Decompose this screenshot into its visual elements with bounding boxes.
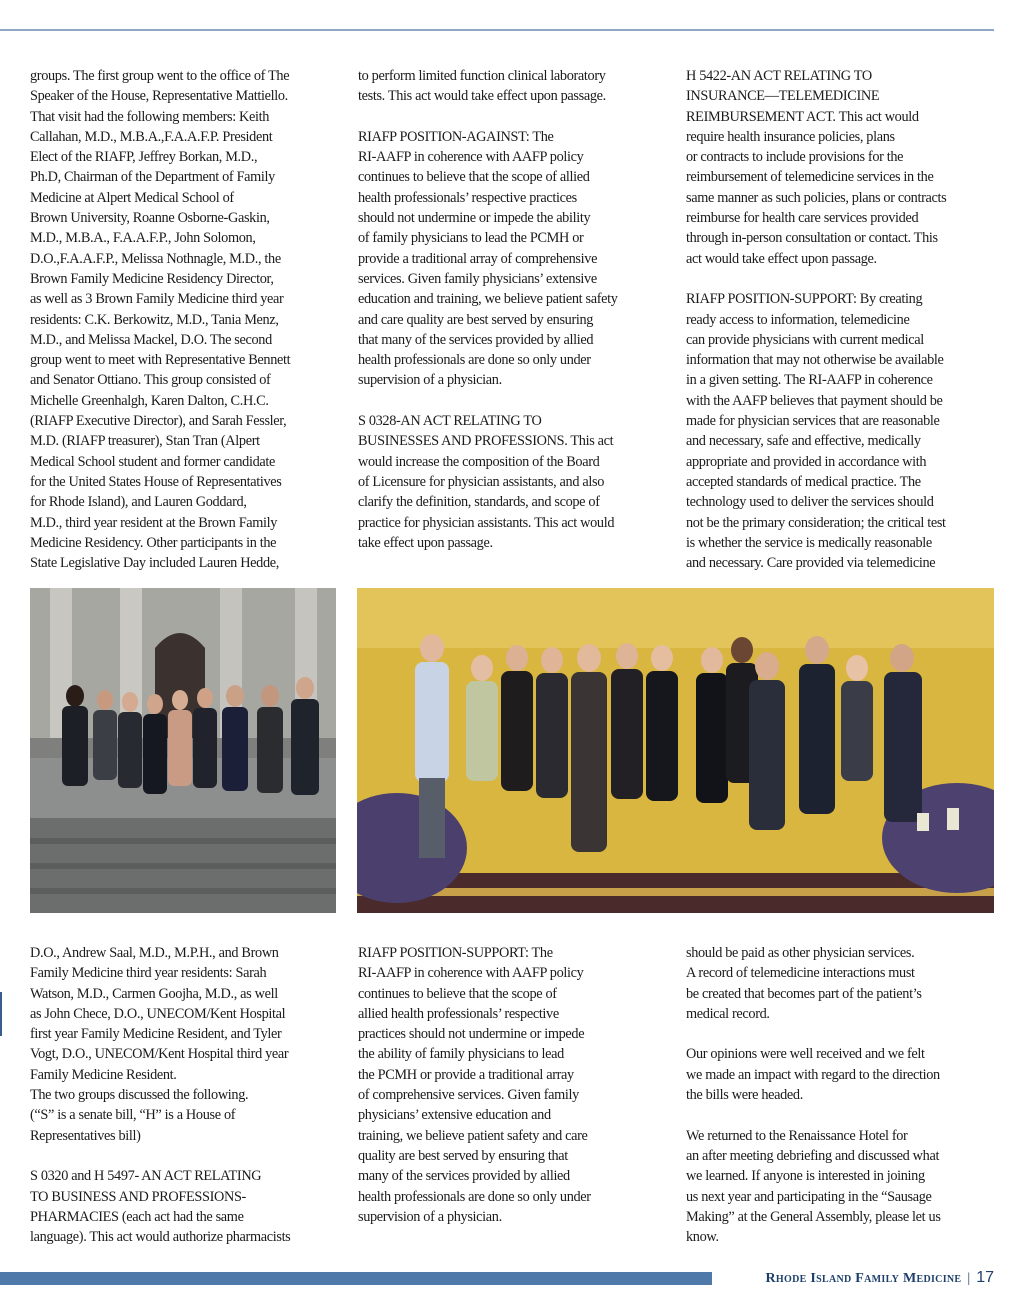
- column-1-top: [30, 66, 348, 573]
- column-1-bottom: [30, 943, 348, 1247]
- photo-illustration: [30, 588, 336, 913]
- photo-illustration: [357, 588, 994, 913]
- column-3-top: [686, 66, 998, 573]
- footer-separator: |: [967, 1271, 971, 1286]
- page-number: 17: [976, 1269, 994, 1286]
- paragraph: should be paid as other physician services. A record of telemedicine interactions must be created that becomes part of the patient’s medical record.: [686, 945, 922, 1022]
- paragraph: S 0320 and H 5497- AN ACT RELATING TO BUSINESS AND PROFESSIONS- PHARMACIES (each act had the same language). This act would authorize pharmacists: [30, 1168, 291, 1246]
- paragraph: D.O., Andrew Saal, M.D., M.P.H., and Brown Family Medicine third year residents: Sarah Watson, M.D., Carmen Goojha, M.D., as well as John Chece, D.O., UNECOM/Kent Hospital first year Family Medicine Resident, and Tyler Vogt, D.O., UNECOM/Kent Hospital third year Family Medicine Resident. The two groups discussed the following. (“S” is a senate bill, “H” is a House of Representatives bill): [30, 945, 289, 1144]
- paragraph: RIAFP POSITION-SUPPORT: By creating ready access to information, telemedicine can provide physicians with current medical information that may not otherwise be available in a given setting. The RI-AAFP in coherence with the AAFP believes that payment should be made for physician services that are reasonable and necessary, safe and effective, medically appropriate and provided in accordance with accepted standards of medical practice. The technology used to deliver the services should not be the primary consideration; the critical test is whether the service is medically reasonable and necessary. Care provided via telemedicine: [686, 291, 946, 572]
- paragraph: RIAFP POSITION-AGAINST: The RI-AAFP in coherence with AAFP policy continues to believe that the scope of allied health professionals’ respective practices should not undermine or impede the ability of family physicians to lead the PCMH or provide a traditional array of comprehensive services. Given family physicians’ extensive education and training, we believe patient safety and care quality are best served by ensuring that many of the services provided by allied health professionals are done so only under supervision of a physician.: [358, 128, 618, 389]
- publication-title: Rhode Island Family Medicine: [765, 1271, 962, 1286]
- paragraph: We returned to the Renaissance Hotel for an after meeting debriefing and discussed what we learned. If anyone is interested in joining us next year and participating in the “Sausage Making” at the General Assembly, please let us know.: [686, 1127, 941, 1246]
- column-2-top: [358, 66, 676, 553]
- top-rule: [0, 29, 994, 31]
- group-photo-hotel: [357, 588, 994, 913]
- margin-marker: [0, 992, 2, 1036]
- paragraph: to perform limited function clinical laboratory tests. This act would take effect upon passage.: [358, 68, 606, 105]
- column-3-bottom: [686, 943, 998, 1247]
- paragraph: groups. The first group went to the office of The Speaker of the House, Representative Mattiello. That visit had the following members: Keith Callahan, M.D., M.B.A.,F.A.A.F.P. President Elect of the RIAFP, Jeffrey Borkan, M.D., Ph.D, Chairman of the Department of Family Medicine at Alpert Medical School of Brown University, Roanne Osborne-Gaskin, M.D., M.B.A., F.A.A.F.P., John Solomon, D.O.,F.A.A.F.P., Melissa Nothnagle, M.D., the Brown Family Medicine Residency Director, as well as 3 Brown Family Medicine third year residents: C.K. Berkowitz, M.D., Tania Menz, M.D., and Melissa Mackel, D.O. The second group went to meet with Representative Bennett and Senator Ottiano. This group consisted of Michelle Greenhalgh, Karen Dalton, C.H.C. (RIAFP Executive Director), and Sarah Fessler, M.D. (RIAFP treasurer), Stan Tran (Alpert Medical School student and former candidate for the United States House of Representatives for Rhode Island), and Lauren Goddard, M.D., third year resident at the Brown Family Medicine Residency. Other participants in the State Legislative Day included Lauren Hedde,: [30, 68, 291, 572]
- paragraph: S 0328-AN ACT RELATING TO BUSINESSES AND PROFESSIONS. This act would increase the composition of the Board of Licensure for physician assistants, and also clarify the definition, standards, and scope of practice for physician assistants. This act would take effect upon passage.: [358, 413, 615, 551]
- footer-bar: [0, 1272, 712, 1285]
- column-2-bottom: [358, 943, 676, 1227]
- group-photo-state-house: [30, 588, 336, 913]
- paragraph: H 5422-AN ACT RELATING TO INSURANCE—TELEMEDICINE REIMBURSEMENT ACT. This act would require health insurance policies, plans or contracts to include provisions for the reimbursement of telemedicine services in the same manner as such policies, plans or contracts reimburse for health care services provided through in-person consultation or contact. This act would take effect upon passage.: [686, 68, 947, 267]
- paragraph: RIAFP POSITION-SUPPORT: The RI-AAFP in coherence with AAFP policy continues to believe that the scope of allied health professionals’ respective practices should not undermine or impede the ability of family physicians to lead the PCMH or provide a traditional array of comprehensive services. Given family physicians’ extensive education and training, we believe patient safety and care quality are best served by ensuring that many of the services provided by allied health professionals are done so only under supervision of a physician.: [358, 945, 591, 1225]
- paragraph: Our opinions were well received and we felt we made an impact with regard to the direction the bills were headed.: [686, 1046, 940, 1104]
- page-footer: [766, 1269, 995, 1287]
